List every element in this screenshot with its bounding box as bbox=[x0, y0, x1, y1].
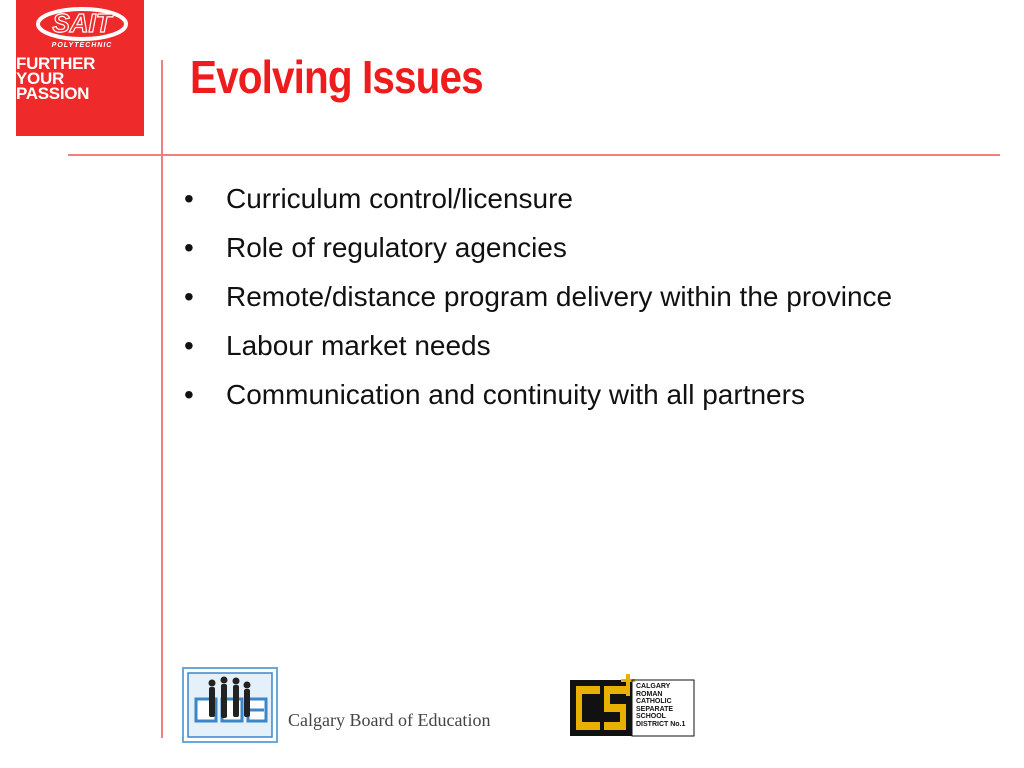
bullet-item: • Curriculum control/licensure bbox=[182, 180, 962, 218]
catholic-line: ROMAN bbox=[636, 690, 663, 698]
catholic-line: CALGARY bbox=[636, 683, 671, 690]
bullet-list bbox=[182, 180, 962, 425]
catholic-line: CATHOLIC bbox=[636, 698, 672, 706]
cbe-logo bbox=[182, 667, 278, 743]
catholic-line: SEPARATE bbox=[636, 705, 674, 713]
vertical-rule bbox=[161, 60, 163, 738]
sait-logo-subtitle: POLYTECHNIC bbox=[51, 42, 113, 49]
catholic-line: SCHOOL bbox=[636, 713, 666, 721]
bullet-item: • Communication and continuity with all partners bbox=[182, 376, 962, 414]
bullet-item: • Role of regulatory agencies bbox=[182, 229, 962, 267]
cbe-name: Calgary Board of Education bbox=[288, 710, 491, 730]
tagline-line: FURTHER bbox=[16, 54, 96, 73]
bullet-item: • Remote/distance program delivery within the province bbox=[182, 278, 962, 316]
tagline-line: PASSION bbox=[16, 84, 90, 103]
catholic-district-name bbox=[636, 683, 696, 729]
slide-title: Evolving Issues bbox=[190, 51, 483, 103]
sait-tagline bbox=[16, 56, 144, 101]
catholic-line: DISTRICT No.1 bbox=[636, 720, 686, 728]
sait-logo-wordmark: SAIT bbox=[52, 8, 112, 38]
sait-logo bbox=[16, 0, 144, 136]
tagline-line: YOUR bbox=[16, 69, 64, 88]
bullet-item: • Labour market needs bbox=[182, 327, 962, 365]
horizontal-rule bbox=[68, 154, 1000, 156]
sait-logo-mark bbox=[36, 6, 128, 50]
